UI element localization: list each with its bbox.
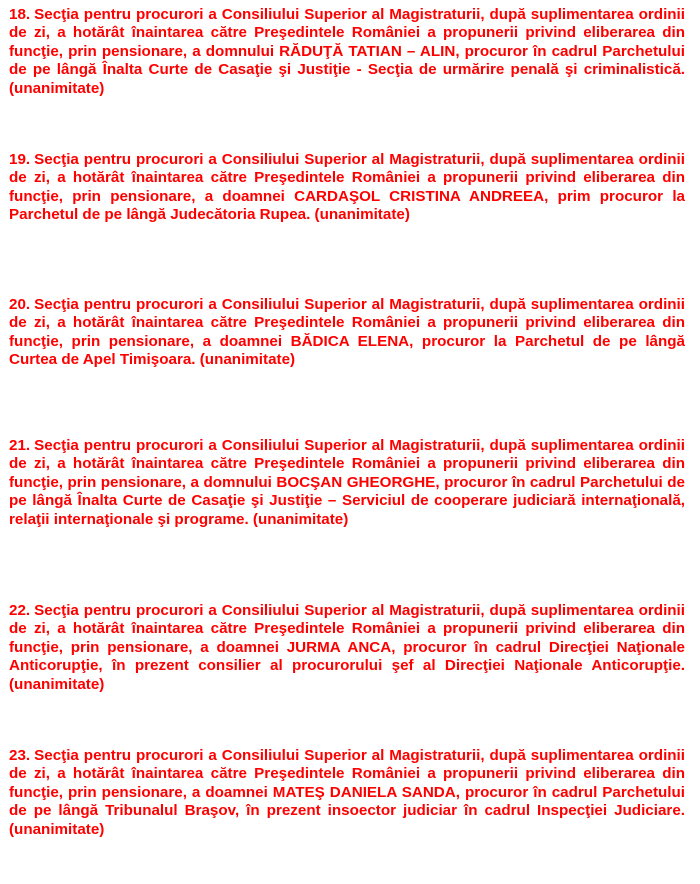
paragraph-number: 21. [9,437,31,454]
decision-paragraph-19 [9,151,685,225]
paragraph-number: 20. [9,296,31,313]
paragraph-text: Secţia pentru procurori a Consiliului Superior al Magistraturii, după suplimentarea ordinii de zi, a hotărât înaintarea către Preşedintele României a propunerii privind eliberarea din funcţie, prin pensionare, a domnului BOCŞAN GHEORGHE, procuror în cadrul Parchetului de pe lângă Înalta Curte de Casaţie şi Justiţie – Serviciul de cooperare judiciară internaţională, relaţii internaţionale şi programe. (unanimitate) [9,437,685,528]
decision-paragraph-18 [9,6,685,98]
paragraph-text: Secţia pentru procurori a Consiliului Superior al Magistraturii, după suplimentarea ordinii de zi, a hotărât înaintarea către Preşedintele României a propunerii privind eliberarea din funcţie, prin pensionare, a doamnei JURMA ANCA, procuror în cadrul Direcţiei Naţionale Anticorupţie, în prezent consilier al procurorului şef al Direcţiei Naţionale Anticorupţie. (unanimitate) [9,602,685,693]
decision-paragraph-23 [9,747,685,839]
paragraph-number: 18. [9,6,31,23]
paragraph-number: 23. [9,747,31,764]
decision-paragraph-20 [9,296,685,370]
paragraph-number: 19. [9,151,31,168]
paragraph-text: Secţia pentru procurori a Consiliului Superior al Magistraturii, după suplimentarea ordinii de zi, a hotărât înaintarea către Preşedintele României a propunerii privind eliberarea din funcţie, prin pensionare, a doamnei BĂDICA ELENA, procuror la Parchetul de pe lângă Curtea de Apel Timişoara. (unanimitate) [9,296,685,369]
paragraph-text: Secţia pentru procurori a Consiliului Superior al Magistraturii, după suplimentarea ordinii de zi, a hotărât înaintarea către Preşedintele României a propunerii privind eliberarea din funcţie, prin pensionare, a doamnei MATEŞ DANIELA SANDA, procuror în cadrul Parchetului de pe lângă Tribunalul Braşov, în prezent insoector judiciar în cadrul Inspecţiei Judiciare. (unanimitate) [9,747,685,838]
decision-paragraph-22 [9,602,685,694]
paragraph-text: Secţia pentru procurori a Consiliului Superior al Magistraturii, după suplimentarea ordinii de zi, a hotărât înaintarea către Preşedintele României a propunerii privind eliberarea din funcţie, prin pensionare, a doamnei CARDAŞOL CRISTINA ANDREEA, prim procuror la Parchetul de pe lângă Judecătoria Rupea. (unanimitate) [9,151,685,224]
paragraph-text: Secţia pentru procurori a Consiliului Superior al Magistraturii, după suplimentarea ordinii de zi, a hotărât înaintarea către Preşedintele României a propunerii privind eliberarea din funcţie, prin pensionare, a domnului RĂDUŢĂ TATIAN – ALIN, procuror în cadrul Parchetului de pe lângă Înalta Curte de Casaţie şi Justiţie - Secţia de urmărire penală şi criminalistică. (unanimitate) [9,6,685,97]
paragraph-number: 22. [9,602,31,619]
decision-paragraph-21 [9,437,685,529]
